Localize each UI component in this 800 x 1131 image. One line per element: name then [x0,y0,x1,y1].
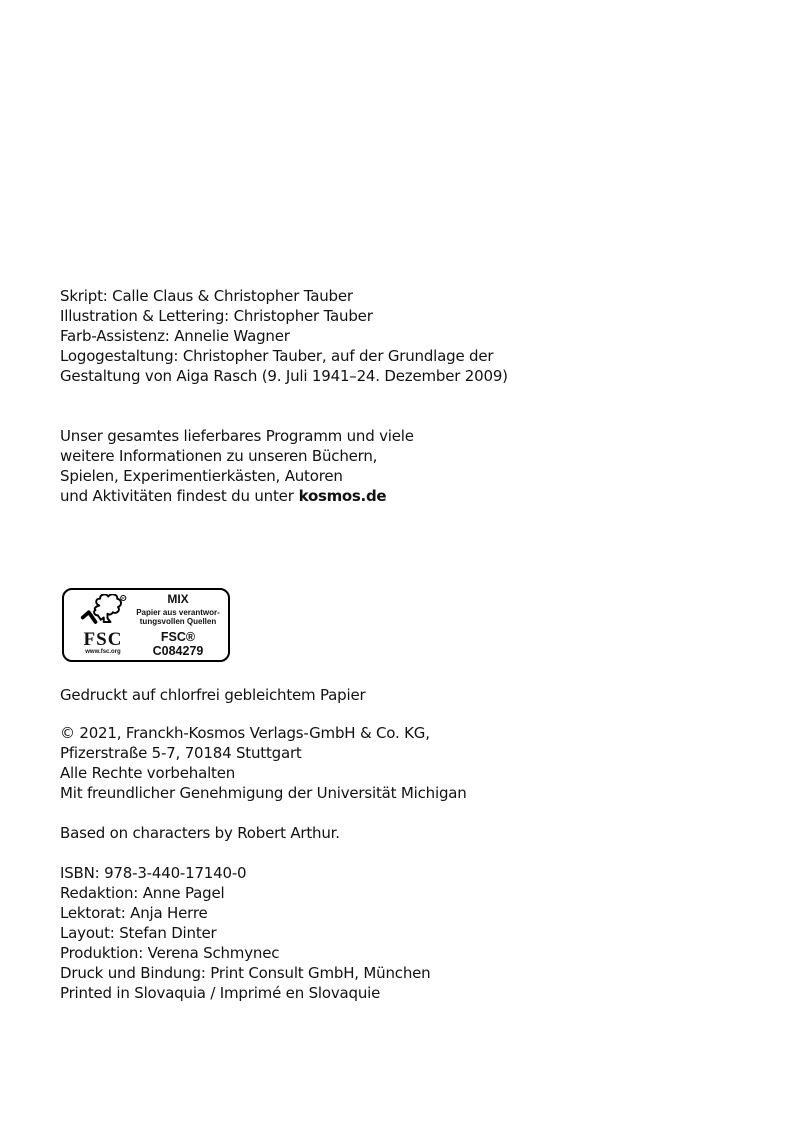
paper-note-block [60,685,365,705]
production-block [60,863,430,1003]
fsc-tree-icon [79,594,127,632]
credits-line: Skript: Calle Claus & Christopher Tauber [60,287,353,305]
based-on-line: Based on characters by Robert Arthur. [60,824,340,842]
program-line: Unser gesamtes lieferbares Programm und viele [60,427,414,445]
fsc-claim-line: Papier aus verantwor- [136,608,220,617]
production-line: Layout: Stefan Dinter [60,924,217,942]
credits-line: Illustration & Lettering: Christopher Tauber [60,307,373,325]
program-line-prefix: und Aktivitäten findest du unter [60,487,294,505]
credits-line: Farb-Assistenz: Annelie Wagner [60,327,290,345]
fsc-label-right [134,592,222,658]
fsc-label [62,588,230,662]
production-line: Printed in Slovaquia / Imprimé en Slovaquie [60,984,381,1002]
production-line: Redaktion: Anne Pagel [60,884,225,902]
copyright-block [60,723,467,803]
based-on-block [60,823,340,843]
kosmos-url-text[interactable]: kosmos.de [298,487,387,505]
copyright-line: Alle Rechte vorbehalten [60,764,236,782]
production-line: ISBN: 978-3-440-17140-0 [60,864,247,882]
program-line: Spielen, Experimentierkästen, Autoren [60,467,343,485]
fsc-claim-line: tungsvollen Quellen [139,617,217,626]
credits-block [60,286,508,386]
copyright-line: © 2021, Franckh-Kosmos Verlags-GmbH & Co. KG, [60,724,430,742]
fsc-url-text: www.fsc.org [85,649,121,655]
fsc-label-left [72,594,134,656]
production-line: Lektorat: Anja Herre [60,904,208,922]
program-line: weitere Informationen zu unseren Büchern, [60,447,378,465]
program-line [60,486,414,506]
paper-note-line: Gedruckt auf chlorfrei gebleichtem Papier [60,686,366,704]
production-line: Druck und Bindung: Print Consult GmbH, München [60,964,431,982]
copyright-line: Mit freundlicher Genehmigung der Universität Michigan [60,784,467,802]
fsc-license-code: FSC® C084279 [152,630,204,658]
production-line: Produktion: Verena Schmynec [60,944,280,962]
credits-line: Gestaltung von Aiga Rasch (9. Juli 1941–24. Dezember 2009) [60,367,508,385]
svg-text:R: R [121,596,125,601]
program-info-block [60,426,414,506]
fsc-grade: MIX [167,592,189,606]
copyright-line: Pfizerstraße 5-7, 70184 Stuttgart [60,744,302,762]
credits-line: Logogestaltung: Christopher Tauber, auf der Grundlage der [60,347,494,365]
fsc-brand-text: FSC [83,629,123,650]
